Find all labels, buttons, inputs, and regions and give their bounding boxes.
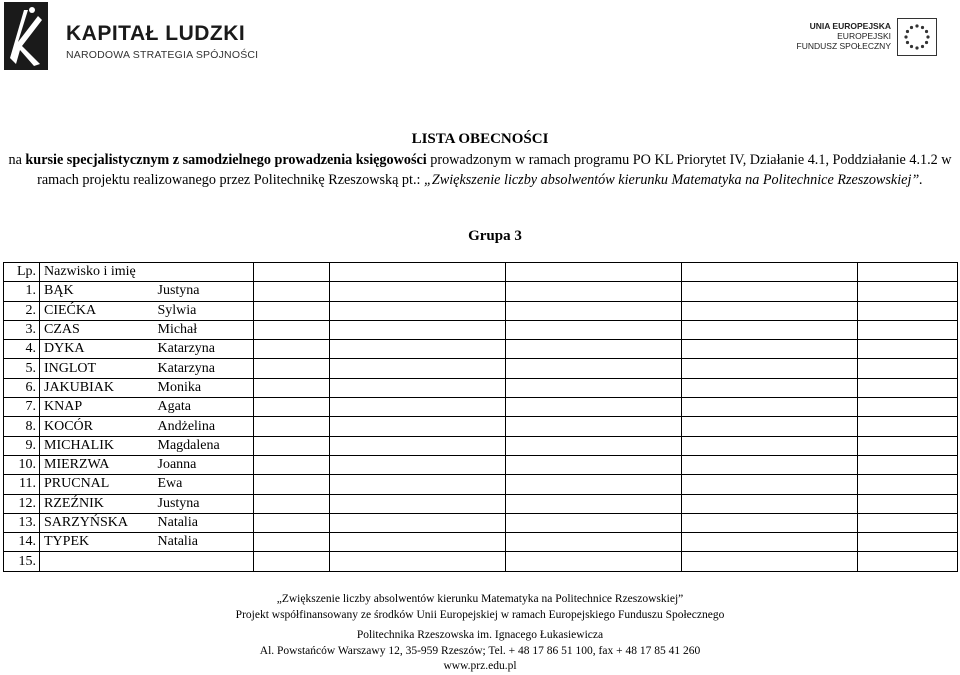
row-surname xyxy=(40,552,154,571)
eu-logo-line3: FUNDUSZ SPOŁECZNY xyxy=(796,41,891,51)
row-first-name: Katarzyna xyxy=(154,359,254,378)
table-row xyxy=(4,398,958,417)
document-title: LISTA OBECNOŚCI xyxy=(411,131,549,147)
table-row xyxy=(4,436,958,455)
signature-cell xyxy=(506,378,682,397)
signature-cell xyxy=(254,513,330,532)
kapital-ludzki-logo xyxy=(4,2,259,72)
signature-cell xyxy=(858,378,958,397)
header-lp: Lp. xyxy=(4,263,40,282)
signature-cell xyxy=(682,359,858,378)
row-first-name: Michał xyxy=(154,320,254,339)
signature-cell xyxy=(330,320,506,339)
table-row xyxy=(4,455,958,474)
row-first-name: Joanna xyxy=(154,455,254,474)
row-first-name: Agata xyxy=(154,398,254,417)
signature-cell xyxy=(506,301,682,320)
signature-cell xyxy=(506,398,682,417)
row-surname: DYKA xyxy=(40,340,154,359)
signature-cell xyxy=(858,436,958,455)
signature-cell xyxy=(506,455,682,474)
signature-cell xyxy=(858,417,958,436)
signature-cell xyxy=(254,398,330,417)
signature-cell xyxy=(506,475,682,494)
signature-cell xyxy=(682,533,858,552)
row-surname: MIERZWA xyxy=(40,455,154,474)
row-number: 7. xyxy=(4,398,40,417)
kapital-ludzki-emblem-icon xyxy=(4,2,48,70)
signature-cell xyxy=(330,378,506,397)
row-surname: MICHALIK xyxy=(40,436,154,455)
eu-flag-icon xyxy=(897,18,937,56)
table-row xyxy=(4,475,958,494)
signature-cell xyxy=(506,552,682,571)
footer-funding: Projekt współfinansowany ze środków Unii Europejskiej w ramach Europejskiego Funduszu Społecznego xyxy=(235,608,725,621)
signature-cell xyxy=(858,533,958,552)
row-surname: CIEĆKA xyxy=(40,301,154,320)
row-first-name: Monika xyxy=(154,378,254,397)
table-row xyxy=(4,378,958,397)
footer-website: www.prz.edu.pl xyxy=(443,660,517,672)
signature-cell xyxy=(682,263,858,282)
row-number: 8. xyxy=(4,417,40,436)
signature-cell xyxy=(254,494,330,513)
table-row xyxy=(4,513,958,532)
table-row xyxy=(4,417,958,436)
row-surname: RZEŹNIK xyxy=(40,494,154,513)
row-surname: INGLOT xyxy=(40,359,154,378)
table-row xyxy=(4,320,958,339)
signature-cell xyxy=(506,494,682,513)
intro-mid: prowadzonym w ramach programu PO KL Priorytet IV, Działanie 4.1, Poddziałanie 4.1.2 w ramach projektu realizowanego przez Politechnikę Rzeszowską pt.: xyxy=(37,152,952,188)
signature-cell xyxy=(506,513,682,532)
logo-left-subtitle: NARODOWA STRATEGIA SPÓJNOŚCI xyxy=(66,49,259,61)
signature-cell xyxy=(254,533,330,552)
signature-cell xyxy=(254,301,330,320)
row-surname: PRUCNAL xyxy=(40,475,154,494)
signature-cell xyxy=(682,301,858,320)
signature-cell xyxy=(254,436,330,455)
row-number: 11. xyxy=(4,475,40,494)
eu-logo-line2: EUROPEJSKI xyxy=(837,31,891,41)
row-number: 13. xyxy=(4,513,40,532)
header-name: Nazwisko i imię xyxy=(40,263,154,282)
signature-cell xyxy=(506,320,682,339)
signature-cell xyxy=(506,533,682,552)
signature-cell xyxy=(330,513,506,532)
signature-cell xyxy=(330,417,506,436)
signature-cell xyxy=(506,436,682,455)
signature-cell xyxy=(254,378,330,397)
signature-cell xyxy=(682,340,858,359)
signature-cell xyxy=(330,398,506,417)
intro-course: kursie specjalistycznym z samodzielnego prowadzenia księgowości xyxy=(25,152,427,168)
signature-cell xyxy=(254,552,330,571)
row-first-name: Natalia xyxy=(154,533,254,552)
row-number: 12. xyxy=(4,494,40,513)
row-first-name: Magdalena xyxy=(154,436,254,455)
signature-cell xyxy=(682,475,858,494)
row-surname: BĄK xyxy=(40,282,154,301)
table-row xyxy=(4,533,958,552)
row-first-name: Justyna xyxy=(154,282,254,301)
signature-cell xyxy=(330,552,506,571)
row-first-name: Sylwia xyxy=(154,301,254,320)
signature-cell xyxy=(682,513,858,532)
intro-project: „Zwiększenie liczby absolwentów kierunku Matematyka na Politechnice Rzeszowskiej”. xyxy=(424,171,923,188)
row-first-name xyxy=(154,552,254,571)
signature-cell xyxy=(330,282,506,301)
signature-cell xyxy=(682,494,858,513)
row-first-name: Justyna xyxy=(154,494,254,513)
row-number: 2. xyxy=(4,301,40,320)
signature-cell xyxy=(506,282,682,301)
signature-cell xyxy=(330,436,506,455)
signature-cell xyxy=(506,359,682,378)
signature-cell xyxy=(858,263,958,282)
group-label: Grupa 3 xyxy=(468,228,522,244)
row-number: 5. xyxy=(4,359,40,378)
signature-cell xyxy=(858,398,958,417)
row-number: 15. xyxy=(4,552,40,571)
signature-cell xyxy=(254,417,330,436)
page-footer xyxy=(0,592,960,675)
signature-cell xyxy=(858,320,958,339)
signature-cell xyxy=(682,455,858,474)
signature-cell xyxy=(682,320,858,339)
row-first-name: Andżelina xyxy=(154,417,254,436)
table-row xyxy=(4,301,958,320)
table-row xyxy=(4,282,958,301)
signature-cell xyxy=(858,455,958,474)
signature-cell xyxy=(858,494,958,513)
signature-cell xyxy=(254,282,330,301)
footer-address: Al. Powstańców Warszawy 12, 35-959 Rzeszów; Tel. + 48 17 86 51 100, fax + 48 17 85 41 260 xyxy=(259,644,701,657)
signature-cell xyxy=(330,301,506,320)
signature-cell xyxy=(254,263,330,282)
signature-cell xyxy=(506,417,682,436)
row-number: 3. xyxy=(4,320,40,339)
row-first-name: Natalia xyxy=(154,513,254,532)
signature-cell xyxy=(330,475,506,494)
signature-cell xyxy=(254,455,330,474)
signature-cell xyxy=(330,533,506,552)
footer-institution: Politechnika Rzeszowska im. Ignacego Łukasiewicza xyxy=(356,629,604,641)
signature-cell xyxy=(330,455,506,474)
signature-cell xyxy=(254,320,330,339)
signature-cell xyxy=(506,340,682,359)
row-surname: JAKUBIAK xyxy=(40,378,154,397)
signature-cell xyxy=(858,301,958,320)
signature-cell xyxy=(254,359,330,378)
table-row xyxy=(4,552,958,571)
signature-cell xyxy=(858,340,958,359)
row-number: 9. xyxy=(4,436,40,455)
table-row xyxy=(4,359,958,378)
table-row xyxy=(4,340,958,359)
signature-cell xyxy=(506,263,682,282)
signature-cell xyxy=(254,475,330,494)
row-surname: KNAP xyxy=(40,398,154,417)
row-surname: SARZYŃSKA xyxy=(40,513,154,532)
signature-cell xyxy=(682,417,858,436)
row-number: 14. xyxy=(4,533,40,552)
signature-cell xyxy=(682,398,858,417)
signature-cell xyxy=(682,552,858,571)
signature-cell xyxy=(682,378,858,397)
eu-logo-text xyxy=(795,21,891,51)
row-first-name: Ewa xyxy=(154,475,254,494)
eu-logo xyxy=(795,18,945,58)
intro-prefix: na xyxy=(8,152,26,168)
signature-cell xyxy=(330,340,506,359)
row-surname: CZAS xyxy=(40,320,154,339)
logo-left-title: KAPITAŁ LUDZKI xyxy=(66,22,246,45)
row-number: 10. xyxy=(4,455,40,474)
row-surname: KOCÓR xyxy=(40,417,154,436)
eu-logo-line1: UNIA EUROPEJSKA xyxy=(809,21,891,31)
row-number: 1. xyxy=(4,282,40,301)
row-number: 6. xyxy=(4,378,40,397)
signature-cell xyxy=(858,282,958,301)
signature-cell xyxy=(330,359,506,378)
footer-project: „Zwiększenie liczby absolwentów kierunku Matematyka na Politechnice Rzeszowskiej” xyxy=(276,593,684,605)
row-surname: TYPEK xyxy=(40,533,154,552)
row-number: 4. xyxy=(4,340,40,359)
signature-cell xyxy=(858,552,958,571)
signature-cell xyxy=(330,263,506,282)
row-first-name: Katarzyna xyxy=(154,340,254,359)
table-row xyxy=(4,494,958,513)
attendance-table xyxy=(3,262,958,572)
signature-cell xyxy=(330,494,506,513)
signature-cell xyxy=(254,340,330,359)
signature-cell xyxy=(858,475,958,494)
table-header-row xyxy=(4,263,958,282)
signature-cell xyxy=(682,282,858,301)
signature-cell xyxy=(858,359,958,378)
signature-cell xyxy=(858,513,958,532)
header-name-cont xyxy=(154,263,254,282)
document-intro xyxy=(4,151,956,190)
signature-cell xyxy=(682,436,858,455)
